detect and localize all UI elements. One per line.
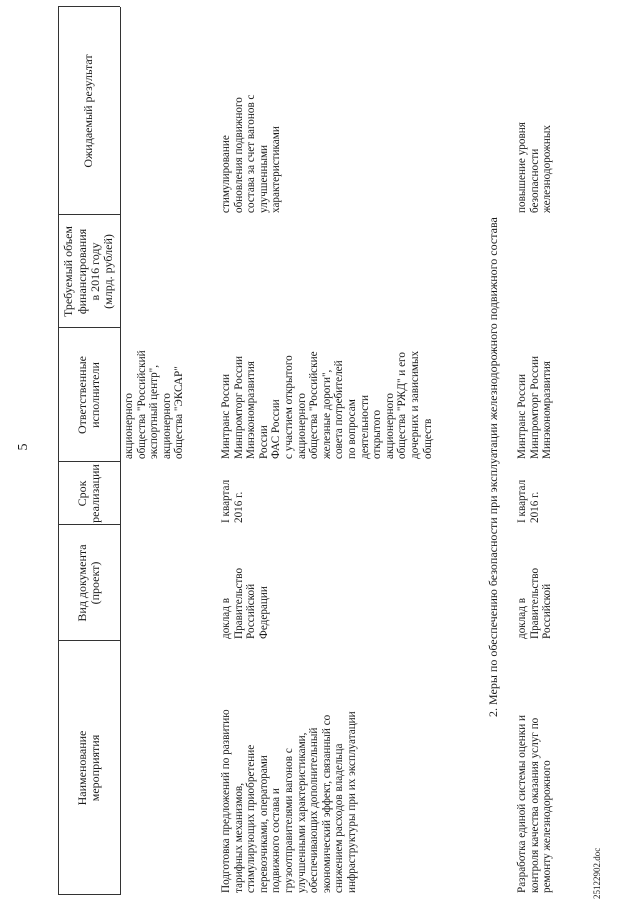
header-bottom-border [120,7,121,895]
header-term: Срок реализации [74,464,102,523]
document-code: 25122902.doc [592,847,602,899]
row1-doc-type: доклад в Правительство Российской Федерации [220,567,270,639]
header-name: Наименование мероприятия [74,730,102,806]
row1-executors: Минтранс России Минпромторг России Минэкономразвития России ФАС России с участием открытого акционерного общества "Российские железные дороги", совета потребителей по вопросам деятельности открытого акционерного общества "РЖД" и его дочерних и зависимых обществ [220,350,434,459]
section-title: 2. Меры по обеспечению безопасности при эксплуатации железнодорожного подвижного состава [486,217,500,717]
row2-name: Разработка единой системы оценки и контроля качества оказания услуг по ремонту железнодорожного [516,715,554,893]
header-funding: Требуемый объем финансирования в 2016 году (млрд. рублей) [61,225,116,318]
row1-result: стимулирование обновления подвижного состава за счет вагонов с улучшенными характеристиками [220,94,283,213]
header-executors: Ответственные исполнители [74,356,102,434]
row1-term: I квартал 2016 г. [220,479,245,523]
row1-name: Подготовка предложений по развитию тарифных механизмов, стимулирующих приобретение перевозчиками, операторами подвижного состава и грузоотправителями вагонов с улучшенными характеристиками, обеспечивающих дополнительный экономический эффект, связанный со снижением расходов владельца инфраструктуры при их эксплуатации [220,709,358,893]
row2-doc-type: доклад в Правительство Российской [516,567,554,639]
row2-result: повышение уровня безопасности железнодорожных [516,122,554,213]
row2-executors: Минтранс России Минпромторг России Минэкономразвития [516,356,554,459]
row2-term: I квартал 2016 г. [516,479,541,523]
header-result: Ожидаемый результат [81,54,96,168]
header-doc-type: Вид документа (проект) [74,544,102,622]
carryover-executors: акционерного общества "Российский экспортный центр", акционерного общества "ЭКСАР" [123,350,186,459]
page-number: 5 [16,443,31,451]
